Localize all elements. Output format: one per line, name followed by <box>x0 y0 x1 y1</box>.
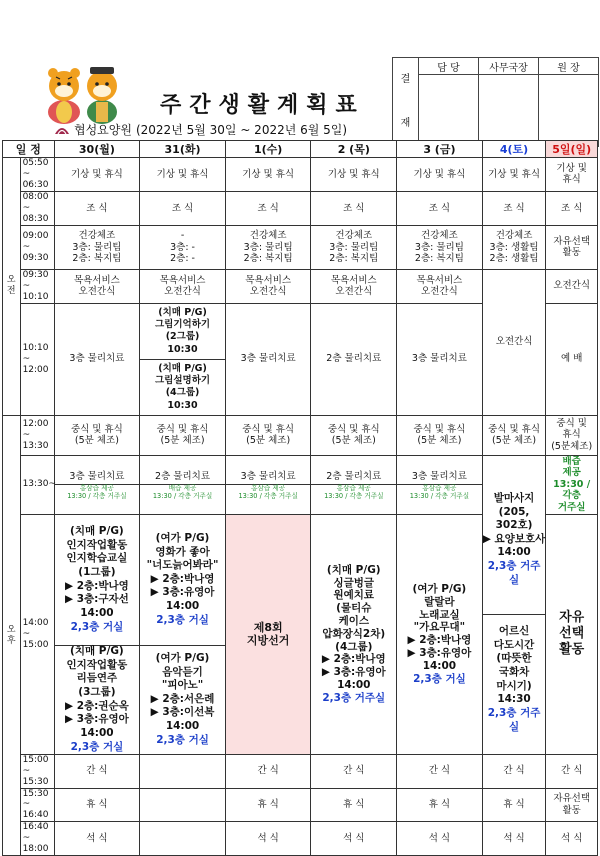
schedule-cell: 건강체조 3층: 물리팀 2층: 복지팀 <box>225 225 311 269</box>
schedule-cell-split <box>140 303 226 415</box>
time-cell: 08:00 ~ 08:30 <box>20 191 54 225</box>
time-cell: 09:00 ~ 09:30 <box>20 225 54 269</box>
schedule-cell-split <box>140 514 226 754</box>
day-header-mon: 30(월) <box>54 141 140 158</box>
schedule-cell: 건강체조 3층: 생활팀 2층: 생활팀 <box>482 225 546 269</box>
schedule-cell: 기상 및 휴식 <box>140 158 226 192</box>
time-cell: 15:00 ~ 15:30 <box>20 754 54 788</box>
schedule-cell: 석 식 <box>482 822 546 856</box>
schedule-cell: 기상 및 휴식 <box>397 158 483 192</box>
schedule-cell: 중식 및 휴식 (5분 체조) <box>311 415 397 455</box>
schedule-cell <box>140 455 226 514</box>
schedule-cell: 기상 및 휴식 <box>225 158 311 192</box>
schedule-cell: 석 식 <box>397 822 483 856</box>
schedule-cell: 기상 및 휴식 <box>482 158 546 192</box>
schedule-cell: 간 식 <box>397 754 483 788</box>
schedule-cell: 조 식 <box>482 191 546 225</box>
program-location: 2,3층 거실 <box>413 672 466 685</box>
schedule-cell-split <box>482 455 546 754</box>
time-cell: 16:40 ~ 18:00 <box>20 822 54 856</box>
program-location: 2,3층 거실 <box>70 740 124 753</box>
time-cell: 09:30 ~ 10:10 <box>20 269 54 303</box>
program-location: 2,3층 거주실 <box>487 706 541 733</box>
schedule-table <box>2 140 598 856</box>
election-holiday: 제8회 지방선거 <box>225 514 311 754</box>
schedule-cell: 목욕서비스 오전간식 <box>54 269 140 303</box>
snack-note-sunday: 배즙 제공 13:30 / 각층 거주실 <box>546 455 598 514</box>
schedule-cell: 기상 및 휴식 <box>311 158 397 192</box>
time-cell: 15:30 ~ 16:40 <box>20 788 54 822</box>
schedule-cell: 간 식 <box>225 754 311 788</box>
schedule-cell: 3층 물리치료 <box>397 303 483 415</box>
time-cell: 14:00 ~ 15:00 <box>20 514 54 754</box>
snack-note: 홍삼즙 제공 13:30 / 각층 거주실 <box>67 483 127 500</box>
schedule-cell: 휴 식 <box>482 788 546 822</box>
schedule-cell <box>54 455 140 514</box>
program-text: (치매 P/G) 인지작업활동 리듬연주 (3그룹) ▶ 2층:권순옥 ▶ 3층:유영아 14:00 <box>65 645 129 739</box>
period: (2022년 5월 30일 ~ 2022년 6월 5일) <box>135 123 348 137</box>
schedule-cell: 휴 식 <box>397 788 483 822</box>
schedule-cell: 기상 및 휴식 <box>54 158 140 192</box>
program-location: 2,3층 거실 <box>156 613 209 626</box>
therapy-label: 2층 물리치료 <box>140 469 225 485</box>
schedule-cell: 목욕서비스 오전간식 <box>397 269 483 303</box>
tiger-mascots-icon <box>44 62 124 124</box>
program-text: (여가 P/G) 랄랄라 노래교실 "가요무대" ▶ 2층:박나영 ▶ 3층:유영아 14:00 <box>407 582 472 672</box>
schedule-cell <box>225 455 311 514</box>
schedule-cell: 목욕서비스 오전간식 <box>311 269 397 303</box>
schedule-cell: 조 식 <box>54 191 140 225</box>
approval-sign-staff[interactable] <box>419 75 479 147</box>
therapy-label: 2층 물리치료 <box>311 469 396 485</box>
time-cell: 10:10 ~ 12:00 <box>20 303 54 415</box>
approval-role-manager: 사무국장 <box>479 58 539 75</box>
section-am: 오 전 <box>3 158 21 416</box>
therapy-label: 3층 물리치료 <box>397 469 482 485</box>
program-tue-am-2: (치매 P/G) 그림설명하기 (4그룹) 10:30 <box>155 362 211 411</box>
therapy-label: 3층 물리치료 <box>226 469 311 485</box>
program-fri <box>397 514 483 754</box>
subtitle <box>54 121 347 138</box>
schedule-cell: 간 식 <box>482 754 546 788</box>
approval-sign-manager[interactable] <box>479 75 539 147</box>
schedule-cell: 오전간식 <box>546 269 598 303</box>
schedule-cell: 중식 및 휴식 (5분 체조) <box>397 415 483 455</box>
schedule-cell: 석 식 <box>225 822 311 856</box>
schedule-cell: 조 식 <box>140 191 226 225</box>
program-mon-1 <box>55 515 140 646</box>
therapy-label: 3층 물리치료 <box>55 469 140 485</box>
schedule-cell: 간 식 <box>311 754 397 788</box>
header <box>0 0 600 140</box>
approval-side-label: 결 재 <box>393 58 419 147</box>
schedule-cell: 목욕서비스 오전간식 <box>225 269 311 303</box>
program-tue-2 <box>140 646 225 754</box>
section-pm: 오 후 <box>3 415 21 856</box>
program-sat-1 <box>483 465 546 615</box>
schedule-cell: 오전간식 <box>482 269 546 415</box>
schedule-cell: 휴 식 <box>225 788 311 822</box>
schedule-cell: 조 식 <box>311 191 397 225</box>
time-cell: 13:30~ <box>20 455 54 514</box>
schedule-cell: 중식 및 휴식 (5분 체조) <box>140 415 226 455</box>
schedule-cell: 조 식 <box>546 191 598 225</box>
snack-note: 홍삼즙 제공 13:30 / 각층 거주실 <box>238 483 298 500</box>
program-text: 발마사지 (205, 302호) ▶ 요양보호사 14:00 <box>482 491 546 559</box>
schedule-cell <box>140 788 226 822</box>
time-cell: 12:00 ~ 13:30 <box>20 415 54 455</box>
program-location: 2,3층 거실 <box>156 733 209 746</box>
time-cell: 05:50 ~ 06:30 <box>20 158 54 192</box>
schedule-cell: 중식 및 휴식 (5분 체조) <box>482 415 546 455</box>
schedule-cell <box>140 822 226 856</box>
schedule-cell: 건강체조 3층: 물리팀 2층: 복지팀 <box>54 225 140 269</box>
schedule-cell <box>140 754 226 788</box>
schedule-cell: 기상 및 휴식 <box>546 158 598 192</box>
schedule-cell: 목욕서비스 오전간식 <box>140 269 226 303</box>
schedule-cell: 자유선택 활동 <box>546 788 598 822</box>
schedule-cell <box>397 455 483 514</box>
page-title: 주간생활계획표 <box>160 93 365 118</box>
program-tue-1 <box>140 515 225 646</box>
schedule-cell: 중식 및 휴식 (5분 체조) <box>225 415 311 455</box>
program-text: (치매 P/G) 인지작업활동 인지학습교실 (1그룹) ▶ 2층:박나영 ▶ 3층:구자선 14:00 <box>65 525 129 619</box>
schedule-cell: 조 식 <box>225 191 311 225</box>
program-sat-2 <box>483 615 546 744</box>
snack-note: 홍삼즙 제공 13:30 / 각층 거주실 <box>409 483 470 500</box>
approval-sign-director[interactable] <box>539 75 599 147</box>
day-header-sat: 4(토) <box>482 141 546 158</box>
schedule-cell <box>311 455 397 514</box>
program-text: (치매 P/G) 싱글벙글 원예치료 (물티슈 케이스 압화장식2차) (4그룹) ▶ 2층:박나영 ▶ 3층:유영아 14:00 <box>321 563 386 691</box>
day-header-sun: 5일(일) <box>546 141 598 158</box>
free-activity-sunday: 자유 선택 활동 <box>546 514 598 754</box>
approval-role-director: 원 장 <box>539 58 599 75</box>
program-thu <box>311 514 397 754</box>
schedule-cell: 3층 물리치료 <box>54 303 140 415</box>
program-mon-2 <box>55 646 140 754</box>
schedule-cell: 자유선택 활동 <box>546 225 598 269</box>
snack-note: 홍삼즙 제공 13:30 / 각층 거주실 <box>324 483 384 500</box>
schedule-cell: 간 식 <box>546 754 598 788</box>
schedule-cell: 조 식 <box>397 191 483 225</box>
schedule-cell: 석 식 <box>546 822 598 856</box>
schedule-cell: 석 식 <box>54 822 140 856</box>
day-header-fri: 3 (금) <box>397 141 483 158</box>
corner-header: 일 정 <box>3 141 55 158</box>
approval-role-staff: 담 당 <box>419 58 479 75</box>
schedule-cell: 3층 물리치료 <box>225 303 311 415</box>
org-logo-icon <box>54 124 70 136</box>
program-tue-am-1: (치매 P/G) 그림기억하기 (2그룹) 10:30 <box>140 304 225 360</box>
schedule-cell-split <box>54 514 140 754</box>
program-location: 2,3층 거주실 <box>487 560 541 586</box>
program-location: 2,3층 거주실 <box>322 691 386 704</box>
snack-note: 배즙 제공 13:30 / 각층 거주실 <box>152 483 213 500</box>
schedule-cell: 건강체조 3층: 물리팀 2층: 복지팀 <box>397 225 483 269</box>
schedule-cell: 중식 및 휴식 (5분체조) <box>546 415 598 455</box>
schedule-cell: 건강체조 3층: 물리팀 2층: 복지팀 <box>311 225 397 269</box>
day-header-thu: 2 (목) <box>311 141 397 158</box>
schedule-cell: - 3층: - 2층: - <box>140 225 226 269</box>
day-header-wed: 1(수) <box>225 141 311 158</box>
program-text: 어르신 다도시간 (따뜻한 국화차 마시기) 14:30 <box>493 625 535 706</box>
schedule-cell: 석 식 <box>311 822 397 856</box>
program-text: (여가 P/G) 음악듣기 "피아노" ▶ 2층:서은례 ▶ 3층:이선복 14:00 <box>150 651 215 733</box>
schedule-cell: 2층 물리치료 <box>311 303 397 415</box>
schedule-cell: 중식 및 휴식 (5분 체조) <box>54 415 140 455</box>
schedule-cell: 예 배 <box>546 303 598 415</box>
approval-box <box>392 57 599 147</box>
schedule-cell: 간 식 <box>54 754 140 788</box>
day-header-tue: 31(화) <box>140 141 226 158</box>
program-text: (여가 P/G) 영화가 좋아 "너도늙어봐라" ▶ 2층:박나영 ▶ 3층:유영아 14:00 <box>146 531 219 613</box>
program-location: 2,3층 거실 <box>70 620 124 633</box>
schedule-cell: 휴 식 <box>311 788 397 822</box>
schedule-cell: 휴 식 <box>54 788 140 822</box>
org-name: 협성요양원 <box>74 123 132 137</box>
